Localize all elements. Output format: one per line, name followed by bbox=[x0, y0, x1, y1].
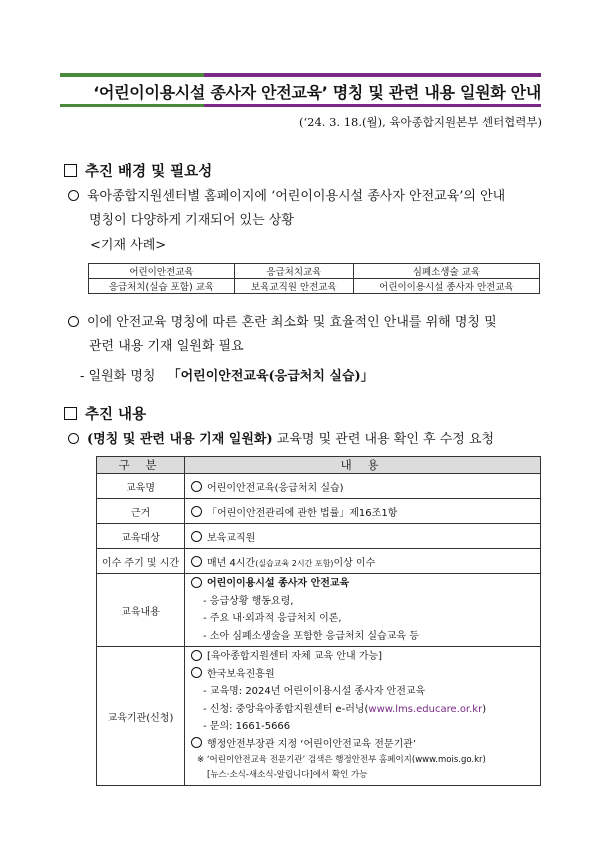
circle-bullet-icon bbox=[68, 433, 79, 444]
circle-bullet-icon bbox=[191, 650, 202, 661]
table-row bbox=[97, 549, 541, 574]
example-cell: 응급처치(실습 포함) 교육 bbox=[89, 279, 235, 294]
circle-bullet-icon bbox=[191, 577, 202, 588]
inst-line6: 행정안전부장관 지정 ‘어린이안전교육 전문기관’ bbox=[207, 738, 417, 750]
example-label: <기재 사례> bbox=[90, 238, 167, 253]
content-item: - 소아 심폐소생술을 포함한 응급처치 실습교육 등 bbox=[203, 630, 419, 642]
circle-bullet-icon bbox=[191, 531, 202, 542]
row-label: 근거 bbox=[97, 499, 185, 524]
circle-bullet-icon bbox=[191, 737, 202, 748]
basis-value: 「어린이안전관리에 관한 법률」제16조1항 bbox=[207, 507, 398, 519]
content-table bbox=[96, 456, 541, 786]
inst-line3: - 교육명: 2024년 어린이이용시설 종사자 안전교육 bbox=[203, 686, 426, 697]
example-cell: 심폐소생술 교육 bbox=[353, 264, 539, 279]
page-title: ‘어린이이용시설 종사자 안전교육’ 명칭 및 관련 내용 일원화 안내 bbox=[93, 83, 541, 102]
content-item: - 응급상황 행동요령, bbox=[203, 595, 294, 607]
row-value bbox=[185, 549, 541, 574]
inst-note2: [뉴스·소식-새소식-알립니다]에서 확인 가능 bbox=[207, 770, 368, 780]
row-label: 이수 주기 및 시간 bbox=[97, 549, 185, 574]
circle-bullet-icon bbox=[68, 190, 79, 201]
section2-heading-text: 추진 내용 bbox=[85, 407, 147, 423]
example-table bbox=[88, 263, 540, 294]
table-row bbox=[97, 574, 541, 647]
unify-value: 「어린이안전교육(응급처치 실습)」 bbox=[167, 369, 374, 384]
content-head: 어린이이용시설 종사자 안전교육 bbox=[207, 578, 350, 589]
row-label: 교육기관(신청) bbox=[97, 647, 185, 786]
name-value: 어린이안전교육(응급처치 실습) bbox=[207, 482, 344, 494]
square-bullet-icon bbox=[64, 164, 77, 177]
example-cell: 어린이안전교육 bbox=[89, 264, 235, 279]
table-row bbox=[97, 499, 541, 524]
section2-intro bbox=[68, 428, 494, 452]
inst-line4-b: ) bbox=[482, 703, 487, 715]
unify-label: - 일원화 명칭 bbox=[80, 369, 156, 384]
target-value: 보육교직원 bbox=[207, 532, 256, 544]
square-bullet-icon bbox=[64, 407, 77, 420]
para2-line1: 이에 안전교육 명칭에 따른 혼란 최소화 및 효율적인 안내를 위해 명칭 및 bbox=[87, 315, 497, 330]
cycle-small: (실습교육 2시간 포함) bbox=[255, 558, 334, 568]
section1-heading-text: 추진 배경 및 필요성 bbox=[85, 164, 213, 180]
circle-bullet-icon bbox=[191, 506, 202, 517]
table-row bbox=[89, 279, 540, 294]
table-row bbox=[89, 264, 540, 279]
para2-line2: 관련 내용 기재 일원화 필요 bbox=[89, 339, 244, 354]
row-value bbox=[185, 524, 541, 549]
circle-bullet-icon bbox=[191, 481, 202, 492]
row-label: 교육내용 bbox=[97, 574, 185, 647]
row-label: 교육대상 bbox=[97, 524, 185, 549]
section2-heading bbox=[64, 403, 146, 424]
header-content: 내 용 bbox=[185, 457, 541, 474]
intro-rest: 교육명 및 관련 내용 확인 후 수정 요청 bbox=[272, 432, 495, 447]
section1-para1 bbox=[68, 185, 505, 233]
row-value bbox=[185, 474, 541, 499]
lms-link[interactable]: www.lms.educare.or.kr bbox=[368, 703, 483, 715]
row-value bbox=[185, 647, 541, 786]
table-row bbox=[97, 647, 541, 786]
circle-bullet-icon bbox=[68, 316, 79, 327]
section1-heading bbox=[64, 160, 212, 181]
date-line: (‘24. 3. 18.(월), 육아종합지원본부 센터협력부) bbox=[299, 115, 542, 129]
inst-line4-a: - 신청: 중앙육아종합지원센터 e-러닝( bbox=[203, 703, 369, 715]
para1-line1: 육아종합지원센터별 홈페이지에 ‘어린이이용시설 종사자 안전교육’의 안내 bbox=[87, 189, 506, 204]
example-cell: 어린이이용시설 종사자 안전교육 bbox=[353, 279, 539, 294]
example-cell: 응급처치교육 bbox=[234, 264, 353, 279]
header-category: 구 분 bbox=[97, 457, 185, 474]
inst-note1: ※ ‘어린이안전교육 전문기관’ 검색은 행정안전부 홈페이지(www.mois.go.kr) bbox=[197, 755, 486, 765]
intro-bold: (명칭 및 관련 내용 기재 일원화) bbox=[87, 432, 273, 447]
row-label: 교육명 bbox=[97, 474, 185, 499]
unify-line bbox=[80, 365, 374, 384]
para1-line2: 명칭이 다양하게 기재되어 있는 상황 bbox=[89, 213, 294, 228]
table-header-row bbox=[97, 457, 541, 474]
circle-bullet-icon bbox=[191, 667, 202, 678]
table-row bbox=[97, 524, 541, 549]
inst-line1: [육아종합지원센터 자체 교육 안내 가능] bbox=[207, 651, 383, 662]
title-bottom-rule bbox=[60, 104, 541, 107]
circle-bullet-icon bbox=[191, 556, 202, 567]
inst-line2: 한국보육진흥원 bbox=[207, 668, 275, 680]
example-cell: 보육교직원 안전교육 bbox=[234, 279, 353, 294]
title-top-rule bbox=[60, 73, 541, 77]
cycle-a: 매년 4시간 bbox=[207, 557, 256, 569]
row-value bbox=[185, 499, 541, 524]
section1-para2 bbox=[68, 311, 497, 359]
cycle-b: 이상 이수 bbox=[333, 557, 376, 569]
content-item: - 주요 내·외과적 응급처치 이론, bbox=[203, 613, 342, 624]
table-row bbox=[97, 474, 541, 499]
inst-line5: - 문의: 1661-5666 bbox=[203, 721, 291, 732]
row-value bbox=[185, 574, 541, 647]
